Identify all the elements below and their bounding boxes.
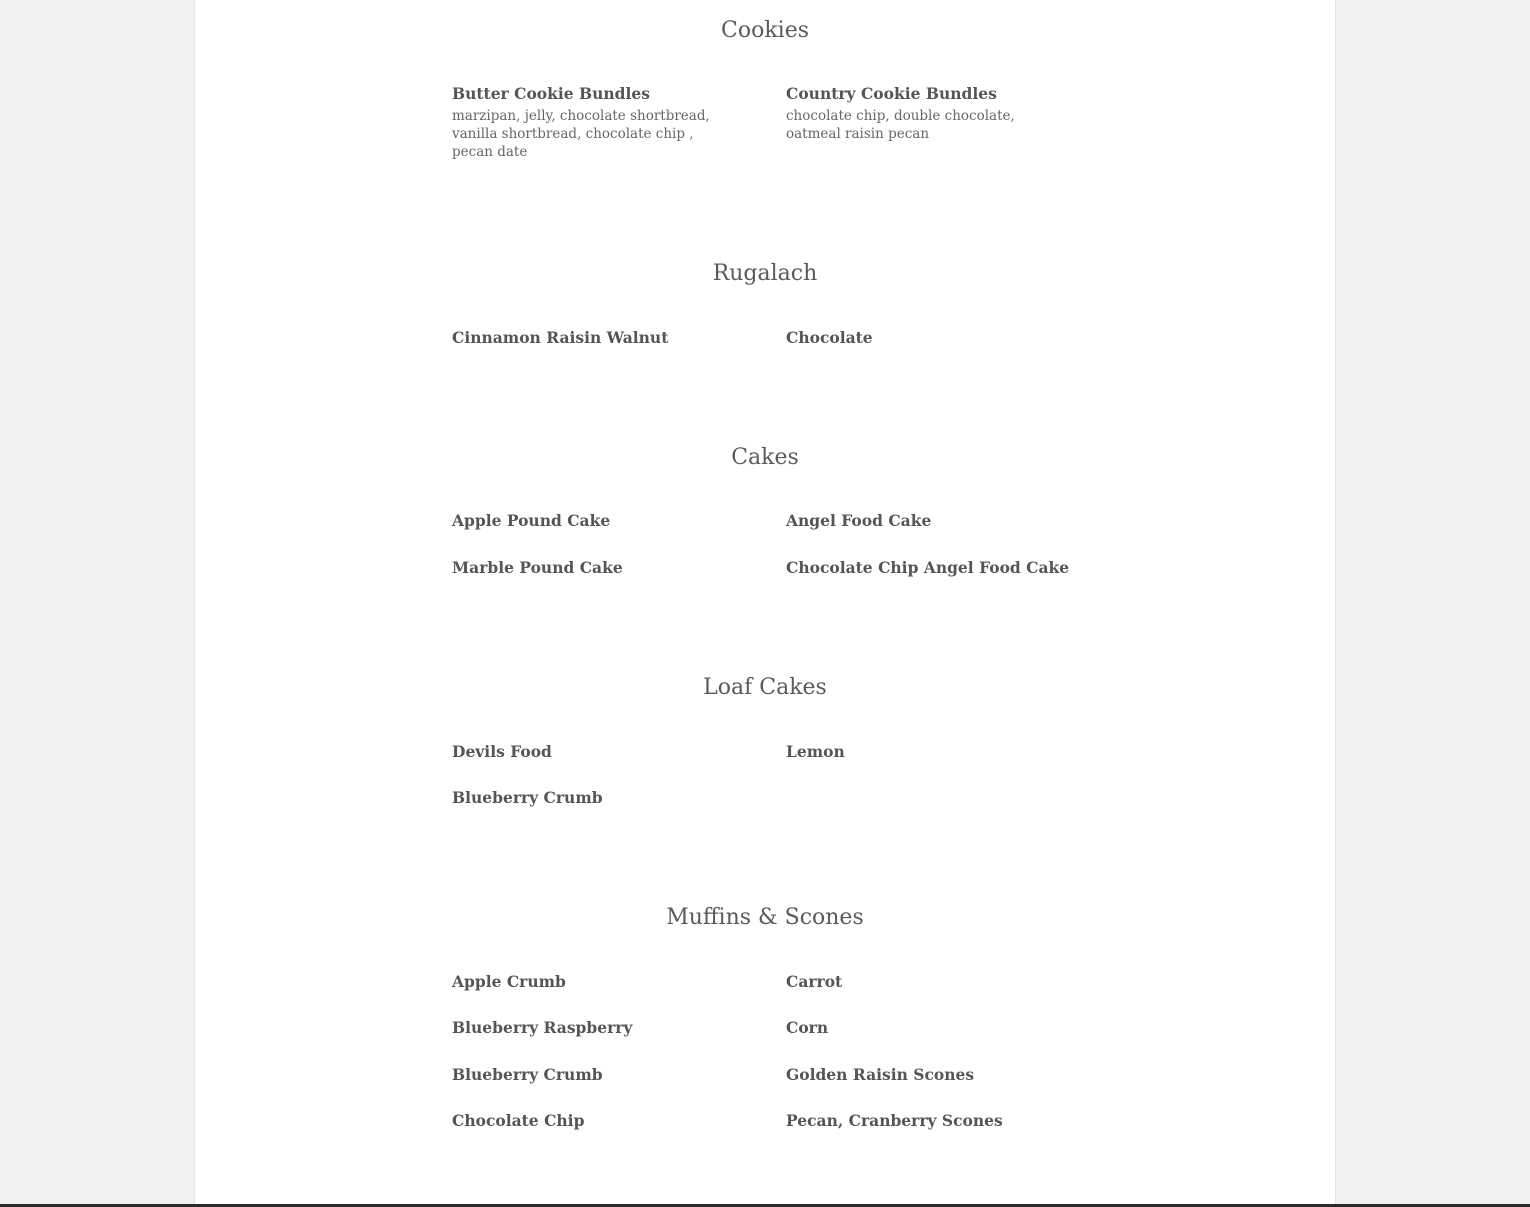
- menu-item-name: Lemon: [786, 742, 845, 761]
- menu-item-name: Blueberry Crumb: [452, 788, 603, 807]
- menu-item-name: Apple Pound Cake: [452, 511, 611, 530]
- menu-item: [786, 327, 1106, 349]
- section-title: Cakes: [731, 445, 799, 470]
- menu-item-name: Butter Cookie Bundles: [452, 84, 650, 103]
- menu-item: [452, 741, 752, 763]
- menu-item-name: Blueberry Crumb: [452, 1065, 603, 1084]
- section-title: Muffins & Scones: [666, 905, 864, 930]
- menu-item: [452, 787, 752, 809]
- menu-item: [452, 1017, 752, 1039]
- menu-item-name: Chocolate Chip: [452, 1111, 585, 1130]
- menu-item-description: chocolate chip, double chocolate, oatmeal raisin pecan: [786, 108, 1015, 142]
- menu-item: [786, 557, 1106, 579]
- section-title: Cookies: [721, 18, 809, 43]
- menu-item: [786, 1110, 1106, 1132]
- menu-item: [452, 557, 752, 579]
- menu-item-name: Blueberry Raspberry: [452, 1018, 633, 1037]
- menu-item: [786, 1064, 1106, 1086]
- menu-page: [194, 0, 1336, 1205]
- menu-item-name: Golden Raisin Scones: [786, 1065, 975, 1084]
- menu-item: [452, 1110, 752, 1132]
- menu-item: [786, 510, 1106, 532]
- section-title: Rugalach: [712, 261, 818, 286]
- menu-item: [452, 83, 752, 161]
- menu-item: [452, 327, 752, 349]
- menu-item-name: Chocolate Chip Angel Food Cake: [786, 558, 1070, 577]
- menu-item-name: Angel Food Cake: [786, 511, 932, 530]
- menu-item: [452, 971, 752, 993]
- menu-item: [786, 741, 1106, 763]
- menu-item-name: Chocolate: [786, 328, 873, 347]
- menu-item-name: Devils Food: [452, 742, 552, 761]
- menu-item-name: Marble Pound Cake: [452, 558, 623, 577]
- menu-item: [786, 971, 1106, 993]
- section-title: Loaf Cakes: [703, 675, 827, 700]
- menu-item-name: Corn: [786, 1018, 829, 1037]
- menu-item: [452, 1064, 752, 1086]
- menu-item-description: marzipan, jelly, chocolate shortbread, vanilla shortbread, chocolate chip , pecan date: [452, 108, 710, 160]
- menu-item: [786, 1017, 1106, 1039]
- menu-item-name: Country Cookie Bundles: [786, 84, 997, 103]
- menu-item-name: Apple Crumb: [452, 972, 566, 991]
- menu-item: [452, 510, 752, 532]
- menu-item-name: Cinnamon Raisin Walnut: [452, 328, 669, 347]
- menu-item-name: Pecan, Cranberry Scones: [786, 1111, 1003, 1130]
- menu-item: [786, 83, 1106, 143]
- menu-item-name: Carrot: [786, 972, 843, 991]
